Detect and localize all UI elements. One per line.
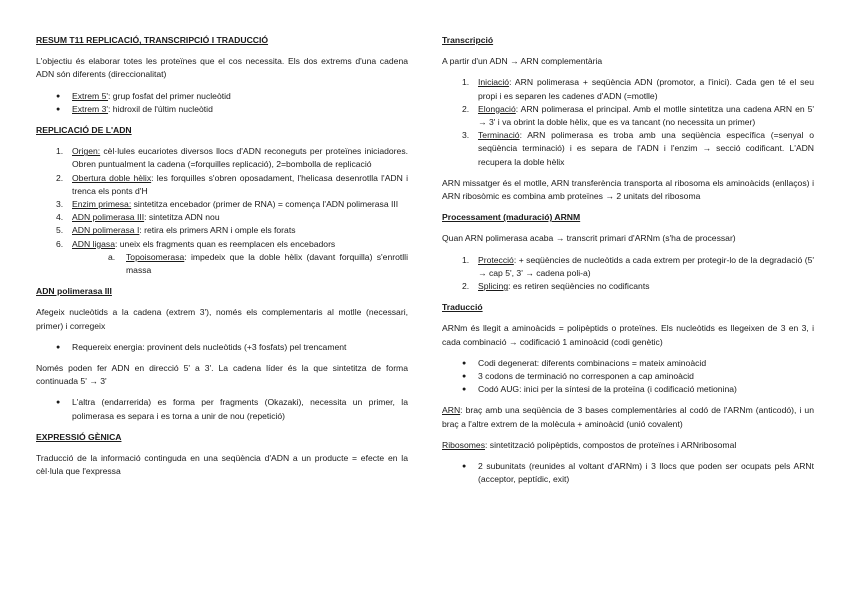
item-term: Iniciació [478, 77, 510, 88]
list-item [36, 172, 408, 198]
item-text: : uneix els fragments quan es reemplacen els encebadors [115, 238, 336, 249]
processament-intro: Quan ARN polimerasa acaba → transcrit primari d'ARNm (s'ha de processar) [442, 233, 736, 244]
item-number: 2. [462, 281, 470, 292]
polimerasa-paragraph-2: Només poden fer ADN en direcció 5' a 3'. La cadena líder és la que sintetitza de forma continuada 5' → 3' [36, 363, 408, 387]
ribosomes-term: Ribosomes [442, 439, 485, 450]
item-text: : les forquilles s'obren oposadament, l'helicasa desenrotlla l'ADN i trenca els ponts d'H [72, 172, 408, 196]
list-item [442, 129, 814, 169]
list-item [442, 103, 814, 129]
list-item: ● Requereix energia: provinent dels nucleòtids (+3 fosfats) pel trencament [36, 341, 408, 354]
item-number: a. [108, 251, 116, 262]
arn-term: ARN [442, 405, 461, 416]
list-item [36, 145, 408, 171]
list-item [36, 90, 408, 103]
processament-list [442, 254, 814, 294]
item-text: : ARN polimerasa + seqüència ADN (promotor, a l'inici). Cada gen té el seu propi i es separen les cadenes d'ADN (=motlle) [478, 77, 814, 101]
list-item [442, 280, 814, 293]
ribosomes-list [442, 460, 814, 486]
item-text: : retira els primers ARN i omple els forats [139, 225, 296, 236]
replicacio-list [36, 145, 408, 277]
traduccio-paragraph: ARNm és llegit a aminoàcids = polipèptids o proteïnes. Els nucleòtids es llegeixen de 3 en 3, i cada combinació → codificació 1 aminoàcid (codi genètic) [442, 323, 814, 347]
replicacio-sublist [108, 251, 408, 277]
list-item: ● L'altra (endarrerida) es forma per fragments (Okazaki), necessita un primer, la polimerasa es separa i es torna a unir de nou (repetició) [36, 396, 408, 422]
item-number: 1. [462, 254, 470, 265]
polimerasa-list-2 [36, 396, 408, 422]
item-term: ADN polimerasa I [72, 225, 140, 236]
item-number: 2. [462, 103, 470, 114]
item-text: : hidroxil de l'últim nucleòtid [108, 103, 213, 114]
item-text: : grup fosfat del primer nucleòtid [108, 90, 231, 101]
ribosomes-text: : sintetització polipèptids, compostos de proteïnes i ARNribosomal [485, 439, 737, 450]
list-item: ● 2 subunitats (reunides al voltant d'ARNm) i 3 llocs que poden ser ocupats pels ARNt (acceptor, peptídic, exit) [442, 460, 814, 486]
item-term: ADN ligasa [72, 238, 115, 249]
traduccio-heading: Traducció [442, 302, 483, 313]
item-text: : sintetitza ADN nou [144, 212, 220, 223]
item-number: 5. [56, 225, 64, 236]
item-term: Extrem 3' [72, 103, 109, 114]
transcripcio-heading: Transcripció [442, 35, 494, 45]
item-text: : ARN polimerasa es troba amb una seqüència específica (=senyal o seqüència terminació) i es separa de l'ADN i l'enzim → secció codificant. L'ADN recupera la doble hèlix [478, 130, 814, 167]
list-item: ● Codi degenerat: diferents combinacions = mateix aminoàcid [442, 357, 814, 370]
item-text: : impedeix que la doble hèlix (davant forquilla) s'enrotlli massa [126, 251, 408, 276]
document-title: RESUM T11 REPLICACIÓ, TRANSCRIPCIÓ I TRADUCCIÓ [36, 35, 269, 45]
item-number: 1. [462, 77, 470, 88]
polimerasa-heading: ADN polimerasa III [36, 286, 112, 297]
item-text: : ARN polimerasa el principal. Amb el motlle sintetitza una cadena ARN en 5' → 3' i va obrint la doble hèlix, que es va tancant (no necessita un primer) [478, 103, 814, 128]
arn-paragraph [442, 404, 814, 430]
traduccio-list [442, 357, 814, 397]
item-number: 3. [462, 130, 470, 141]
list-item: ● 3 codons de terminació no corresponen a cap aminoàcid [442, 370, 814, 383]
item-text: sintetitza encebador (primer de RNA) = comença l'ADN polimerasa III [131, 199, 399, 210]
list-item: ● Codó AUG: inici per la síntesi de la proteïna (i codificació metionina) [442, 383, 814, 396]
replicacio-heading: REPLICACIÓ DE L'ADN [36, 125, 132, 136]
item-term: Splicing [478, 281, 509, 292]
arn-types-paragraph: ARN missatger és el motlle, ARN transferència transporta al ribosoma els aminoàcids (enllaços) i ARN ribosòmic es combina amb proteïnes → 2 unitats del ribosoma [442, 177, 814, 202]
expressio-paragraph: Traducció de la informació continguda en una seqüència d'ADN a un producte = efecte en la cèl·lula que l'expressa [36, 453, 408, 477]
item-number: 2. [56, 172, 64, 183]
list-item [36, 198, 408, 211]
list-item [442, 254, 814, 280]
item-number: 3. [56, 199, 64, 210]
item-term: Protecció [478, 254, 514, 265]
polimerasa-list-1 [36, 341, 408, 354]
list-item [36, 224, 408, 237]
intro-paragraph: L'objectiu és elaborar totes les proteïnes que el cos necessita. Els dos extrems d'una cadena ADN són diferents (direccionalitat) [36, 56, 408, 80]
processament-heading: Processament (maduració) ARNM [442, 212, 581, 223]
item-term: ADN polimerasa III [72, 212, 145, 223]
item-term: Elongació [478, 103, 516, 114]
list-item [36, 211, 408, 224]
list-item [36, 238, 408, 278]
left-column [36, 34, 408, 486]
list-item [442, 76, 814, 102]
item-term: Origen: [72, 146, 101, 157]
extrems-list [36, 90, 408, 116]
ribosomes-paragraph [442, 439, 814, 452]
right-column [442, 34, 814, 494]
arn-text: : braç amb una seqüència de 3 bases complementàries al codó de l'ARNm (anticodó), i un braç a l'altre extrem de la molècula + aminoàcid (unió covalent) [442, 405, 814, 429]
item-text: : es retiren seqüències no codificants [508, 281, 650, 292]
transcripcio-intro: A partir d'un ADN → ARN complementària [442, 56, 603, 67]
item-text: cèl·lules eucariotes diversos llocs d'ADN reconeguts per proteïnes iniciadores. Obren puntualment la cadena (=forquilles replicació), 2=bombolla de replicació [72, 146, 408, 170]
item-term: Topoisomerasa [126, 251, 185, 262]
list-item [108, 251, 408, 277]
item-number: 1. [56, 146, 64, 157]
polimerasa-paragraph-1: Afegeix nucleòtids a la cadena (extrem 3'), només els complementaris al motlle (necessari, primer) i corregeix [36, 307, 408, 331]
list-item [36, 103, 408, 116]
item-term: Terminació [478, 130, 520, 141]
item-number: 4. [56, 212, 64, 223]
item-text: : + seqüències de nucleòtids a cada extrem per protegir-lo de la degradació (5' → cap 5', 3' → cadena poli-a) [478, 254, 814, 278]
item-term: Enzim primesa: [72, 199, 132, 210]
item-number: 6. [56, 238, 64, 249]
transcripcio-list [442, 76, 814, 168]
item-term: Extrem 5' [72, 90, 109, 101]
item-term: Obertura doble hèlix [72, 172, 152, 183]
expressio-heading: EXPRESSIÓ GÈNICA [36, 431, 122, 442]
